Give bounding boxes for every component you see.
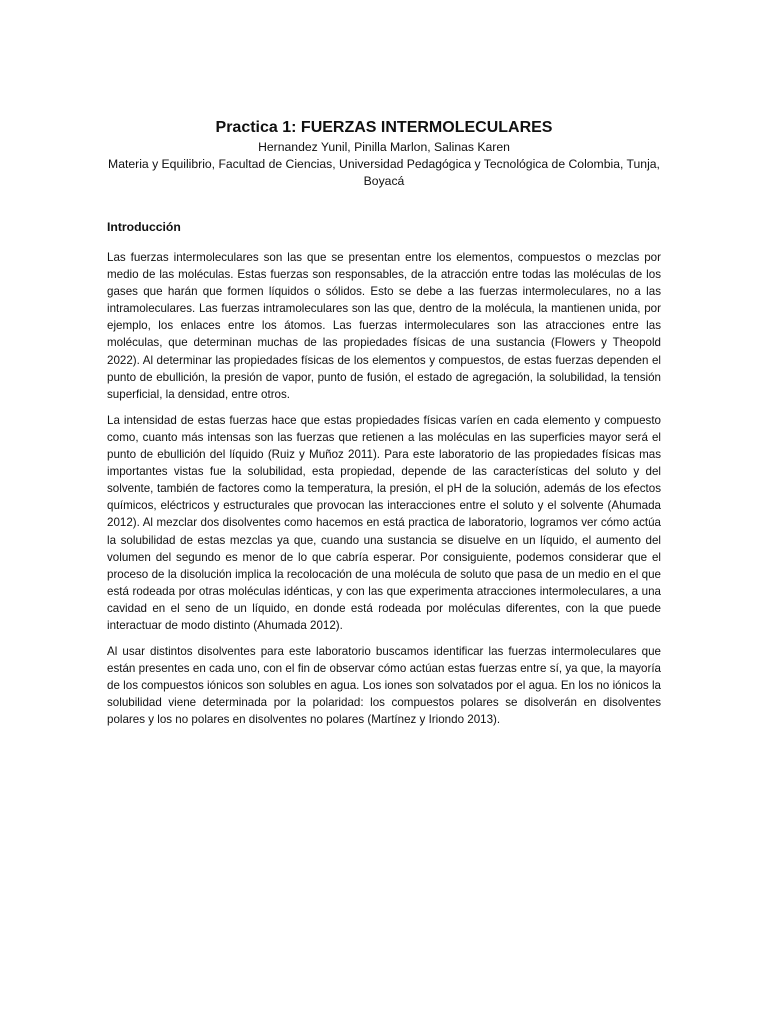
document-authors: Hernandez Yunil, Pinilla Marlon, Salinas Karen — [258, 140, 510, 154]
introduction-section — [107, 219, 661, 738]
section-heading: Introducción — [107, 220, 181, 234]
document-header — [107, 117, 661, 190]
paragraph-2: La intensidad de estas fuerzas hace que estas propiedades físicas varíen en cada elemento y compuesto como, cuanto más intensas son las fuerzas que retienen a las moléculas en las superficies mayor será el punto de ebullición del líquido (Ruiz y Muñoz 2011). Para este laboratorio de las propiedades físicas mas importantes vistas fue la solubilidad, esta propiedad, depende de las características del soluto y del solvente, también de factores como la temperatura, la presión, el pH de la solución, además de los efectos químicos, eléctricos y estructurales que provocan las interacciones entre el soluto y el solvente (Ahumada 2012). Al mezclar dos disolventes como hacemos en está practica de laboratorio, logramos ver cómo actúa la solubilidad de estas mezclas ya que, cuando una sustancia se disuelve en un líquido, el aumento del volumen del segundo es menor de lo que cabría esperar. Por consiguiente, podemos considerar que el proceso de la disolución implica la recolocación de una molécula de soluto que pasa de un medio en el que está rodeada por otras moléculas idénticas, y con las que experimenta atracciones intermoleculares, a una cavidad en el seno de un líquido, en donde está rodeada por moléculas diferentes, con la que puede interactuar de modo distinto (Ahumada 2012). — [107, 413, 661, 632]
document-title: Practica 1: FUERZAS INTERMOLECULARES — [215, 119, 553, 136]
document-affiliation: Materia y Equilibrio, Facultad de Ciencias, Universidad Pedagógica y Tecnológica de Colombia, Tunja, Boyacá — [108, 157, 660, 188]
paragraph-1: Las fuerzas intermoleculares son las que se presentan entre los elementos, compuestos o mezclas por medio de las moléculas. Estas fuerzas son responsables, de la atracción entre todas las moléculas de los gases que harán que formen líquidos o sólidos. Esto se debe a las fuerzas intermoleculares, no a las intramoleculares. Las fuerzas intramoleculares son las que, dentro de la molécula, la mantienen unida, por ejemplo, los enlaces entre los átomos. Las fuerzas intermoleculares son las atracciones entre las moléculas, que determinan muchas de las propiedades físicas de una sustancia (Flowers y Theopold 2022). Al determinar las propiedades físicas de los elementos y compuestos, de estas fuerzas dependen el punto de ebullición, la presión de vapor, punto de fusión, el estado de agregación, la solubilidad, la tensión superficial, la densidad, entre otros. — [107, 251, 661, 401]
paragraph-3: Al usar distintos disolventes para este laboratorio buscamos identificar las fuerzas intermoleculares que están presentes en cada uno, con el fin de observar cómo actúan estas fuerzas entre sí, ya que, la mayoría de los compuestos iónicos son solubles en agua. Los iones son solvatados por el agua. En los no iónicos la solubilidad viene determinada por la polaridad: los compuestos polares se disolverán en disolventes polares y los no polares en disolventes no polares (Martínez y Iriondo 2013). — [107, 645, 661, 727]
